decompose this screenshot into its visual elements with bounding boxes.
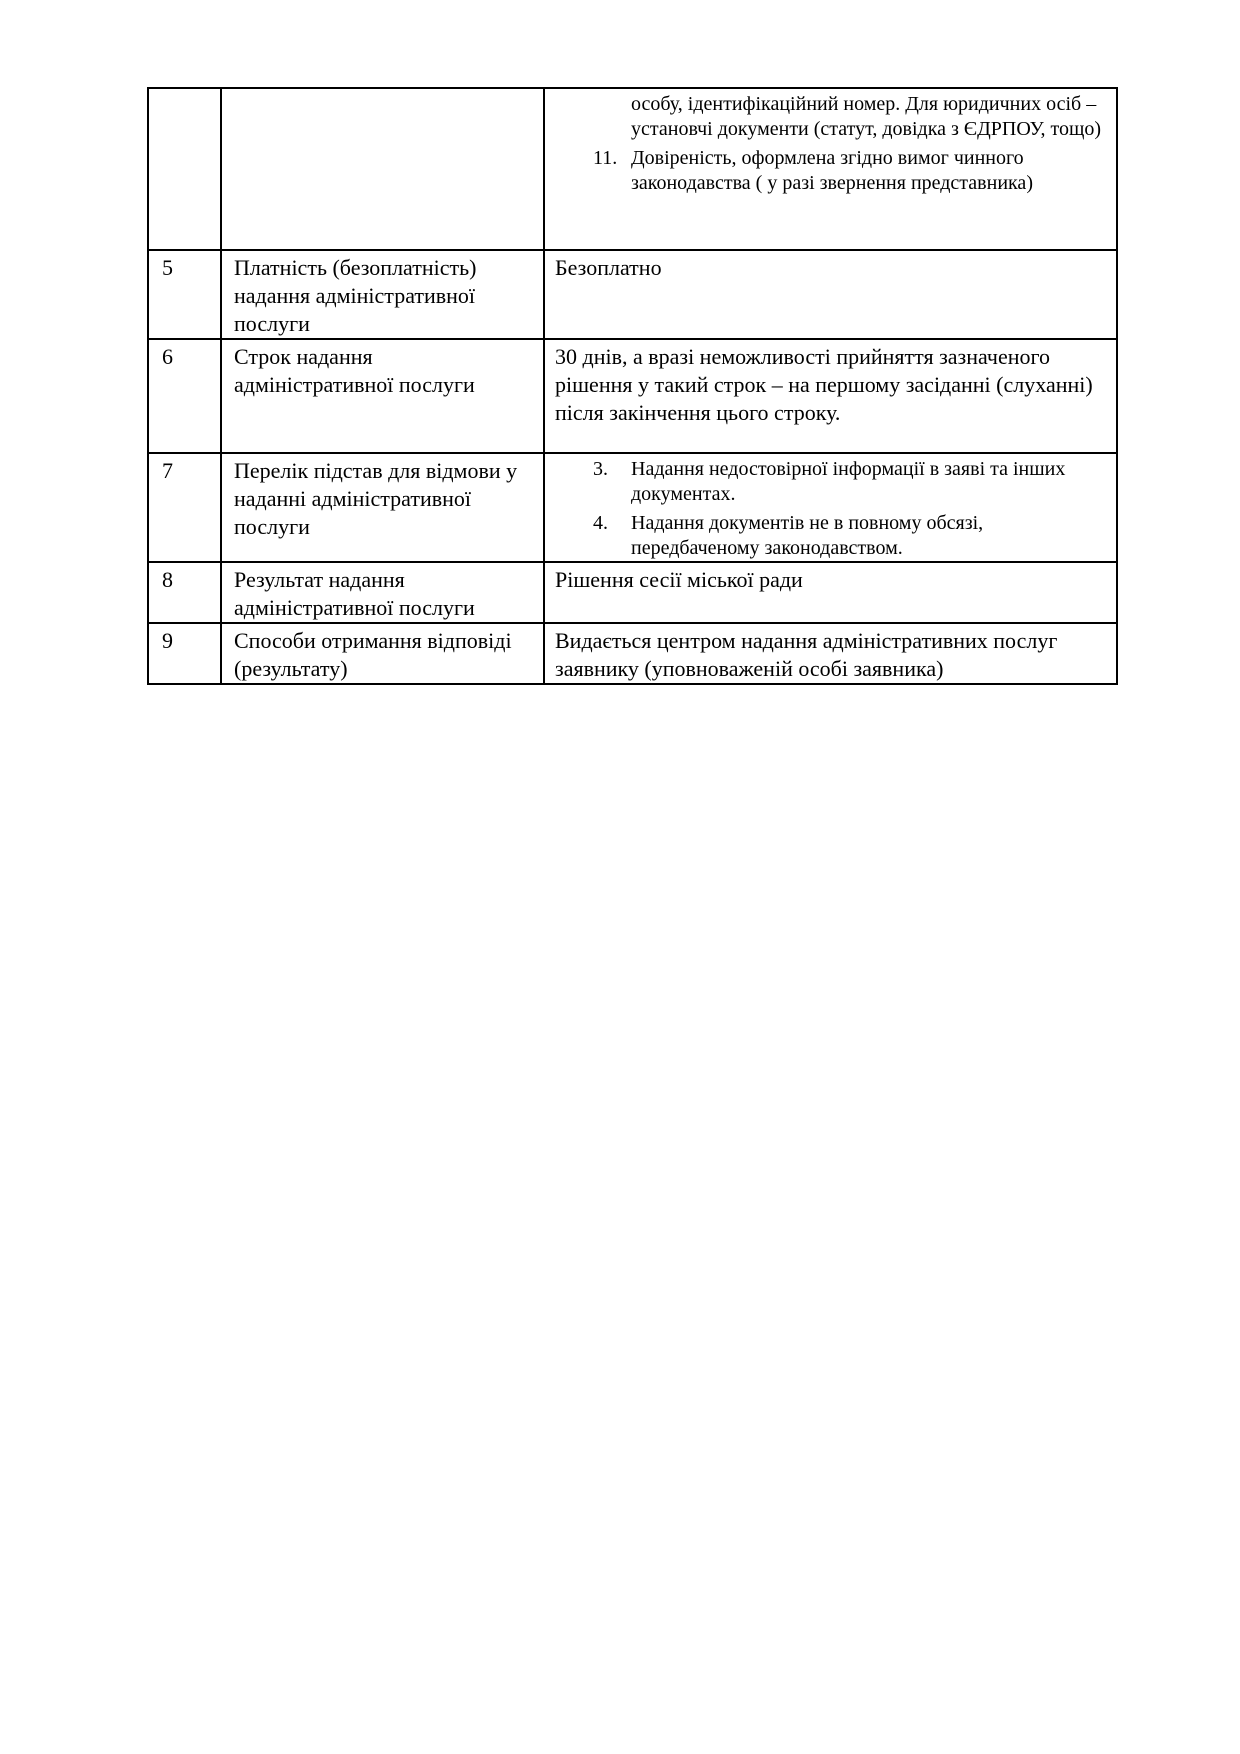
table-row bbox=[148, 250, 1117, 339]
list-item-text: Надання документів не в повному обсязі, передбаченому законодавством. bbox=[631, 512, 984, 559]
list-item bbox=[555, 92, 1110, 142]
row-name-cell bbox=[221, 88, 544, 250]
row-name-cell: Платність (безоплатність) надання адміністративної послуги bbox=[221, 250, 544, 339]
list-item-marker: 3. bbox=[593, 458, 608, 480]
row-value-cell: Безоплатно bbox=[544, 250, 1117, 339]
row-number-cell: 9 bbox=[148, 623, 221, 684]
row-name-cell: Способи отримання відповіді (результату) bbox=[221, 623, 544, 684]
table-row bbox=[148, 88, 1117, 250]
row-number-cell: 6 bbox=[148, 339, 221, 453]
row-number-cell: 7 bbox=[148, 453, 221, 562]
row-name-cell: Перелік підстав для відмови у наданні адміністративної послуги bbox=[221, 453, 544, 562]
service-info-table bbox=[147, 87, 1118, 685]
list-item-text: Довіреність, оформлена згідно вимог чинного законодавства ( у разі звернення представника) bbox=[631, 147, 1033, 194]
list-item bbox=[555, 146, 1110, 196]
row-value-cell bbox=[544, 453, 1117, 562]
list-item-marker: 4. bbox=[593, 512, 608, 534]
table-row bbox=[148, 453, 1117, 562]
row-number-cell: 5 bbox=[148, 250, 221, 339]
table-row bbox=[148, 562, 1117, 623]
row-value-cell: 30 днів, а вразі неможливості прийняття зазначеного рішення у такий строк – на першому засіданні (слуханні) після закінчення цього строку. bbox=[544, 339, 1117, 453]
row-number-cell bbox=[148, 88, 221, 250]
list-item-text: особу, ідентифікаційний номер. Для юридичних осіб – установчі документи (статут, довідка з ЄДРПОУ, тощо) bbox=[631, 93, 1102, 140]
table-row bbox=[148, 339, 1117, 453]
list-item bbox=[555, 511, 1110, 561]
row-value-cell bbox=[544, 88, 1117, 250]
row-name-cell: Строк надання адміністративної послуги bbox=[221, 339, 544, 453]
row-value-cell: Рішення сесії міської ради bbox=[544, 562, 1117, 623]
row-name-cell: Результат надання адміністративної послуги bbox=[221, 562, 544, 623]
row-value-cell: Видається центром надання адміністративних послуг заявнику (уповноваженій особі заявника) bbox=[544, 623, 1117, 684]
list-item-marker: 11. bbox=[593, 147, 618, 169]
list-item-text: Надання недостовірної інформації в заяві та інших документах. bbox=[631, 458, 1066, 505]
row-number-cell: 8 bbox=[148, 562, 221, 623]
list-item bbox=[555, 457, 1110, 507]
table-row bbox=[148, 623, 1117, 684]
